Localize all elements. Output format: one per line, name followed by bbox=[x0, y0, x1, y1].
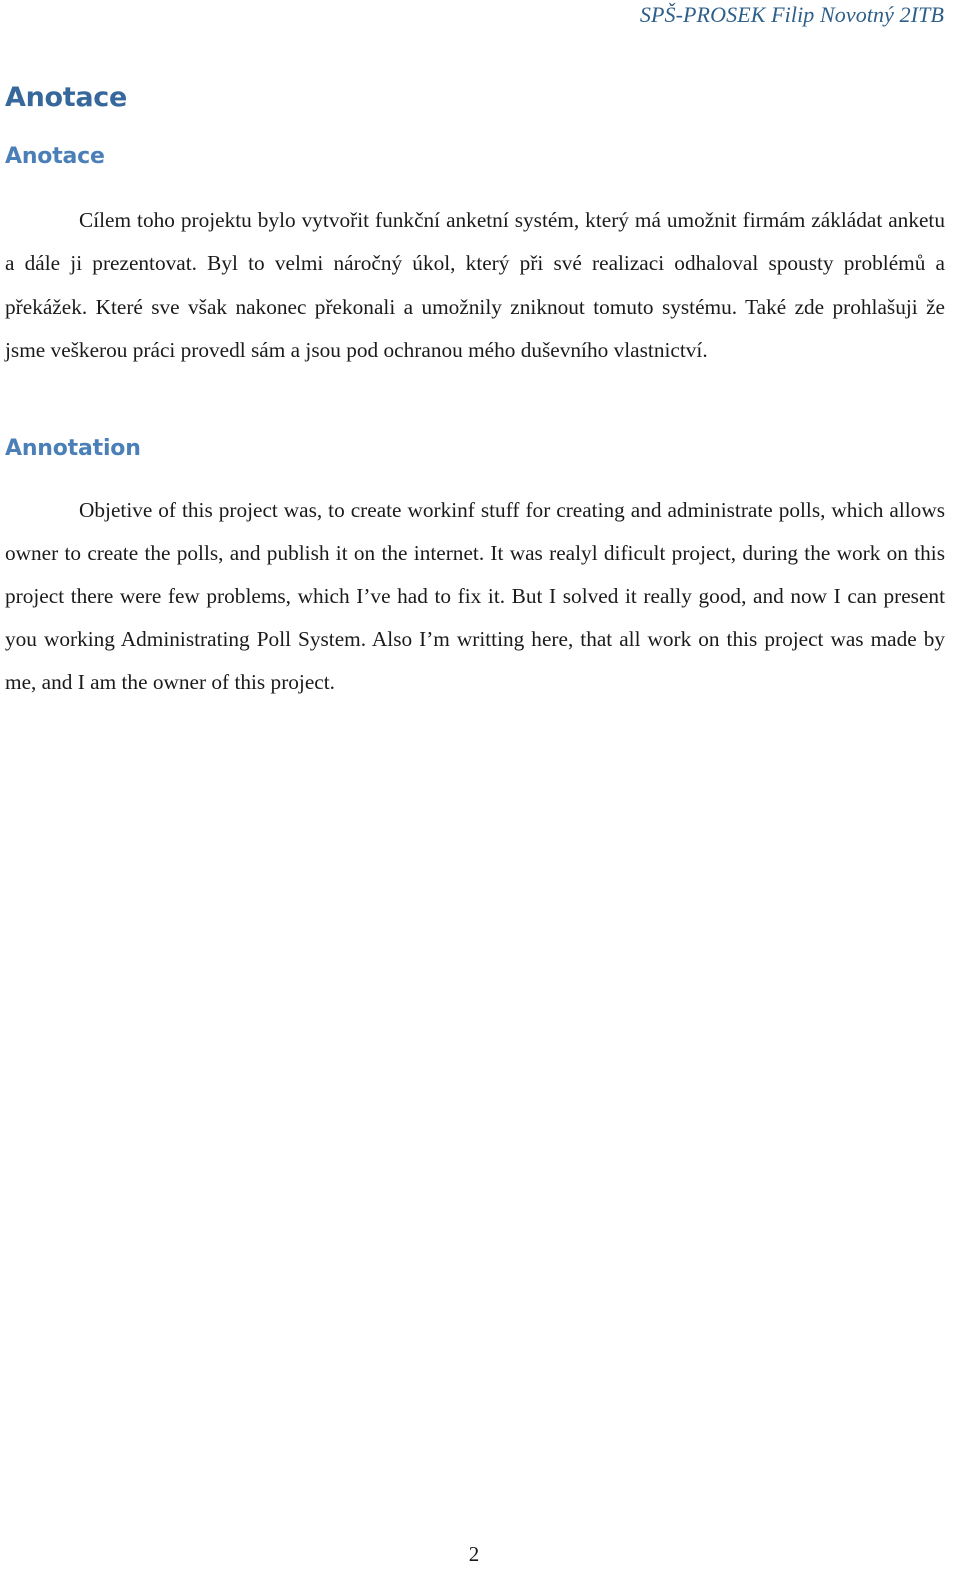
page-number: 2 bbox=[468, 1542, 480, 1566]
czech-annotation-paragraph: Cílem toho projektu bylo vytvořit funkční anketní systém, který má umožnit firmám zákládat anketu a dále ji prezentovat. Byl to velmi náročný úkol, který při své realizaci odhaloval spousty problémů a překážek. Které sve však nakonec překonali a umožnily zniknout tomuto systému. Také zde prohlašuji že jsme veškerou práci provedl sám a jsou pod ochranou mého duševního vlastnictví. bbox=[5, 208, 945, 362]
section-title: Anotace bbox=[5, 82, 128, 113]
english-annotation-paragraph: Objetive of this project was, to create workinf stuff for creating and administrate polls, which allows owner to create the polls, and publish it on the internet. It was realyl dificult project, during the work on this project there were few problems, which I’ve had to fix it. But I solved it really good, and now I can present you working Administrating Poll System. Also I’m writting here, that all work on this project was made by me, and I am the owner of this project. bbox=[5, 498, 945, 694]
czech-annotation-heading: Anotace bbox=[5, 144, 105, 169]
running-header: SPŠ-PROSEK Filip Novotný 2ITB bbox=[639, 2, 944, 27]
english-annotation-heading: Annotation bbox=[5, 436, 141, 461]
